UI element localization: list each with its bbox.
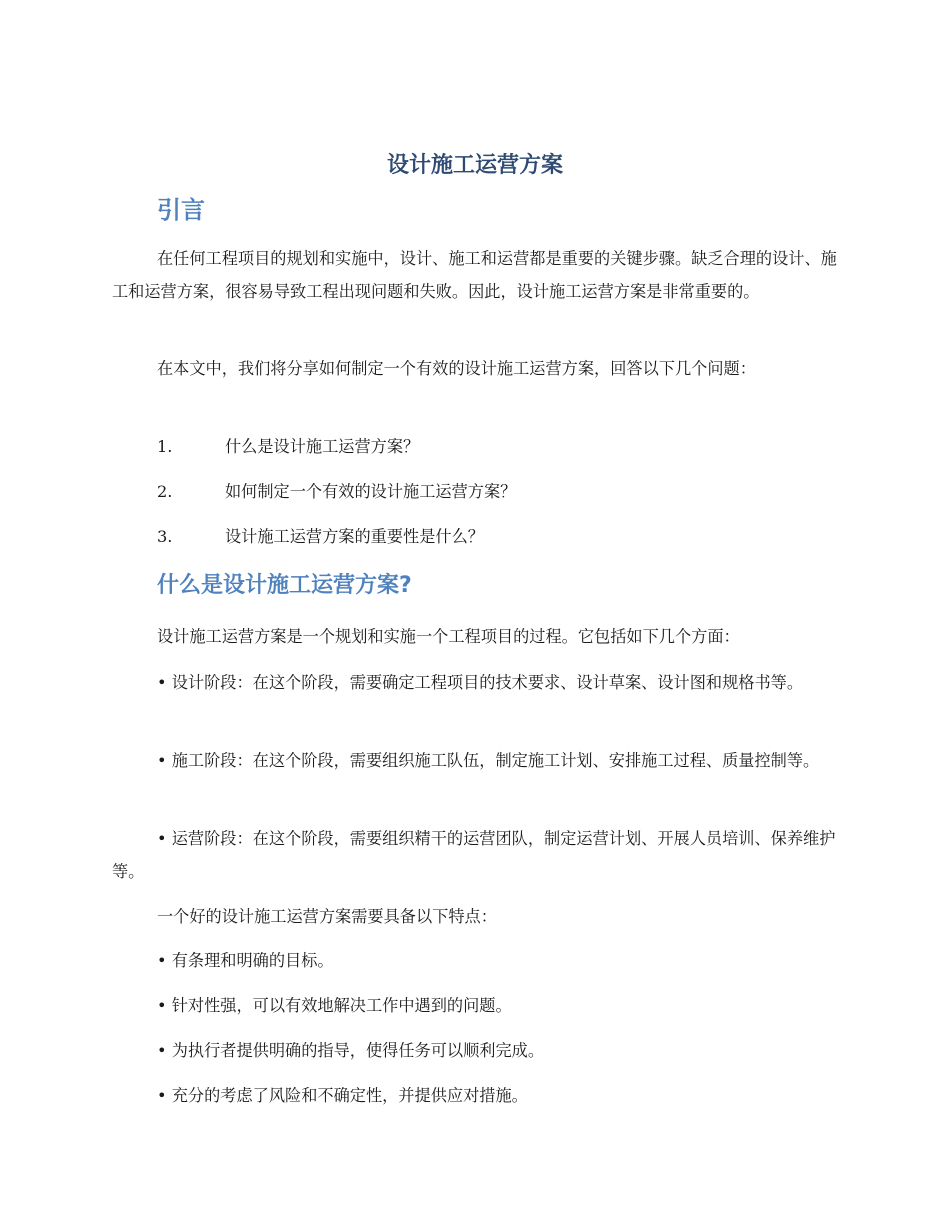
question-item-1 <box>157 430 419 463</box>
intro-paragraph-1: 在任何工程项目的规划和实施中，设计、施工和运营都是重要的关键步骤。缺乏合理的设计、施工和运营方案，很容易导致工程出现问题和失败。因此，设计施工运营方案是非常重要的。 <box>112 249 837 301</box>
question-text: 什么是设计施工运营方案？ <box>225 437 420 456</box>
phase-construction: • 施工阶段：在这个阶段，需要组织施工队伍，制定施工计划、安排施工过程、质量控制等。 <box>157 751 820 770</box>
intro-paragraph-2: 在本文中，我们将分享如何制定一个有效的设计施工运营方案，回答以下几个问题： <box>157 359 756 378</box>
feature-item-1: • 有条理和明确的目标。 <box>157 951 334 970</box>
feature-item-2: • 针对性强，可以有效地解决工作中遇到的问题。 <box>157 996 512 1015</box>
question-number: 1. <box>157 437 173 456</box>
question-number: 2. <box>157 482 173 501</box>
phase-operation: • 运营阶段：在这个阶段，需要组织精干的运营团队，制定运营计划、开展人员培训、保养维护等。 <box>112 829 836 881</box>
phase-design: • 设计阶段：在这个阶段，需要确定工程项目的技术要求、设计草案、设计图和规格书等。 <box>157 673 804 692</box>
document-title: 设计施工运营方案 <box>386 153 563 178</box>
question-number: 3. <box>157 527 173 546</box>
question-text: 如何制定一个有效的设计施工运营方案？ <box>225 482 517 501</box>
features-lead-paragraph: 一个好的设计施工运营方案需要具备以下特点： <box>157 907 497 926</box>
heading-what-is: 什么是设计施工运营方案? <box>157 573 412 598</box>
feature-item-3: • 为执行者提供明确的指导，使得任务可以顺利完成。 <box>157 1041 545 1060</box>
question-item-3 <box>157 520 484 553</box>
heading-intro: 引言 <box>157 196 205 224</box>
feature-item-4: • 充分的考虑了风险和不确定性，并提供应对措施。 <box>157 1086 528 1105</box>
what-lead-paragraph: 设计施工运营方案是一个规划和实施一个工程项目的过程。它包括如下几个方面： <box>157 627 740 646</box>
question-item-2 <box>157 475 516 508</box>
question-text: 设计施工运营方案的重要性是什么？ <box>225 527 484 546</box>
